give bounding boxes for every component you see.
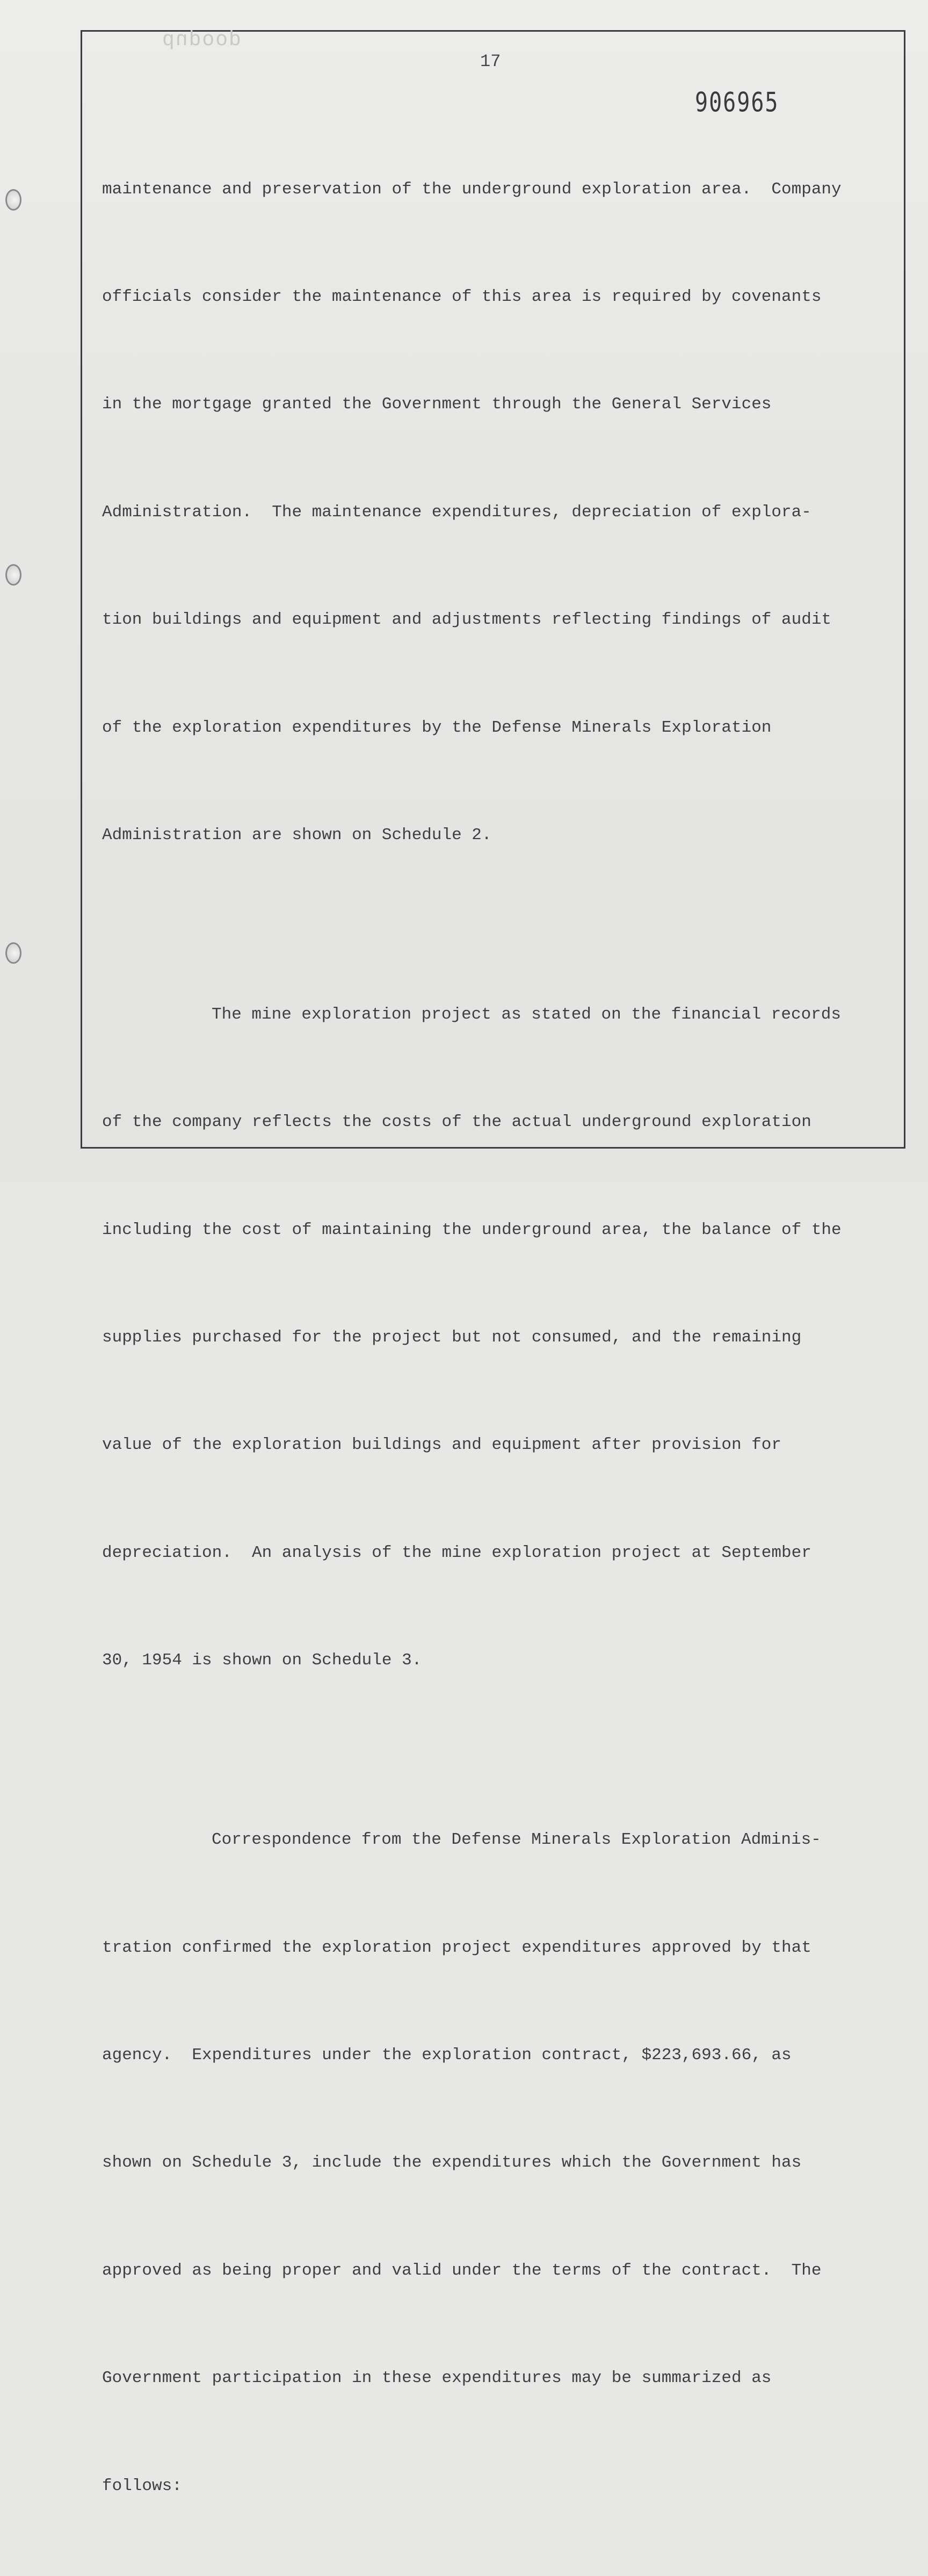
text-line: maintenance and preservation of the underground exploration area. Company (102, 179, 842, 199)
punch-hole-bottom (5, 942, 21, 964)
text-line: depreciation. An analysis of the mine exploration project at September (102, 1543, 811, 1562)
text-line: tration confirmed the exploration project expenditures approved by that (102, 1938, 811, 1957)
bleed-through-mark: dupoop (162, 28, 242, 51)
text-line: Government participation in these expenditures may be summarized as (102, 2369, 772, 2388)
text-line: tion buildings and equipment and adjustments reflecting findings of audit (102, 610, 832, 630)
paragraph-1 (102, 100, 902, 925)
text-line: officials consider the maintenance of this area is required by covenants (102, 287, 822, 306)
text-line: of the exploration expenditures by the Defense Minerals Exploration (102, 718, 772, 737)
page-number: 17 (480, 52, 501, 71)
text-line: Administration are shown on Schedule 2. (102, 825, 492, 845)
text-line: 30, 1954 is shown on Schedule 3. (102, 1651, 422, 1670)
text-line: in the mortgage granted the Government through the General Services (102, 395, 772, 414)
text-line: approved as being proper and valid under the terms of the contract. The (102, 2261, 822, 2280)
text-line: shown on Schedule 3, include the expenditures which the Government has (102, 2153, 802, 2173)
text-line: agency. Expenditures under the exploration contract, $223,693.66, as (102, 2046, 792, 2065)
text-line: value of the exploration buildings and equipment after provision for (102, 1435, 782, 1455)
stamped-document-number: 906965 (695, 87, 779, 118)
text-line: follows: (102, 2476, 182, 2495)
body-text (102, 100, 902, 2576)
text-line: The mine exploration project as stated on the financial records (212, 1005, 841, 1024)
text-line: including the cost of maintaining the underground area, the balance of the (102, 1220, 842, 1239)
text-line: supplies purchased for the project but not consumed, and the remaining (102, 1328, 802, 1347)
punch-hole-middle (5, 564, 21, 586)
text-line: of the company reflects the costs of the actual underground exploration (102, 1113, 811, 1132)
paragraph-2 (102, 925, 902, 1750)
text-line: Correspondence from the Defense Minerals Exploration Adminis- (212, 1830, 821, 1850)
paragraph-3 (102, 1751, 902, 2576)
punch-hole-top (5, 189, 21, 211)
text-line: Administration. The maintenance expenditures, depreciation of explora- (102, 502, 811, 522)
